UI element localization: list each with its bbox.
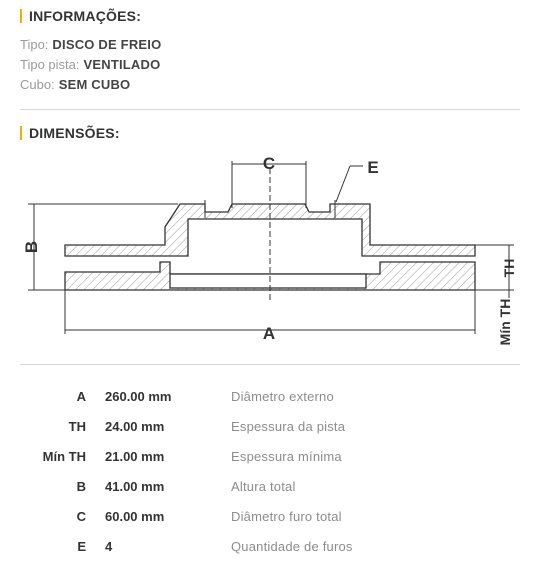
spec-code: C — [76, 509, 86, 524]
spec-desc: Diâmetro externo — [231, 389, 334, 404]
spec-row — [0, 389, 548, 409]
info-value: SEM CUBO — [58, 77, 131, 92]
spec-code: A — [76, 389, 86, 404]
spec-desc: Espessura da pista — [231, 419, 346, 434]
info-section-title: INFORMAÇÕES: — [20, 8, 141, 24]
spec-code: Mín TH — [42, 449, 86, 464]
accent-bar — [20, 9, 22, 23]
info-label: Tipo pista: — [20, 57, 80, 72]
spec-value: 4 — [105, 539, 113, 554]
dims-section-title: DIMENSÕES: — [20, 125, 120, 141]
spec-value: 41.00 mm — [105, 479, 165, 494]
label-th: TH — [501, 258, 517, 278]
brake-disc-diagram — [0, 140, 548, 355]
label-c: C — [262, 154, 276, 173]
spec-desc: Altura total — [231, 479, 296, 494]
spec-value: 60.00 mm — [105, 509, 165, 524]
info-value: DISCO DE FREIO — [52, 37, 162, 52]
divider — [20, 109, 520, 110]
info-label: Cubo: — [20, 77, 55, 92]
spec-row — [0, 449, 548, 469]
label-min-th: Mín TH — [497, 298, 513, 346]
spec-desc: Diâmetro furo total — [231, 509, 342, 524]
info-row-tipo — [20, 37, 161, 52]
label-b: B — [22, 240, 41, 254]
dim-e — [336, 166, 363, 202]
spec-row — [0, 539, 548, 559]
info-row-cubo — [20, 77, 130, 92]
divider — [20, 364, 520, 365]
info-value: VENTILADO — [83, 57, 161, 72]
spec-code: E — [77, 539, 86, 554]
spec-row — [0, 419, 548, 439]
label-a: A — [262, 324, 276, 343]
spec-row — [0, 509, 548, 529]
accent-bar — [20, 126, 22, 140]
spec-value: 260.00 mm — [105, 389, 172, 404]
spec-desc: Quantidade de furos — [231, 539, 353, 554]
spec-row — [0, 479, 548, 499]
spec-value: 24.00 mm — [105, 419, 165, 434]
spec-desc: Espessura mínima — [231, 449, 342, 464]
spec-code: TH — [68, 419, 86, 434]
spec-code: B — [76, 479, 86, 494]
info-row-tipo-pista — [20, 57, 160, 72]
spec-value: 21.00 mm — [105, 449, 165, 464]
info-label: Tipo: — [20, 37, 49, 52]
label-e: E — [367, 158, 379, 177]
